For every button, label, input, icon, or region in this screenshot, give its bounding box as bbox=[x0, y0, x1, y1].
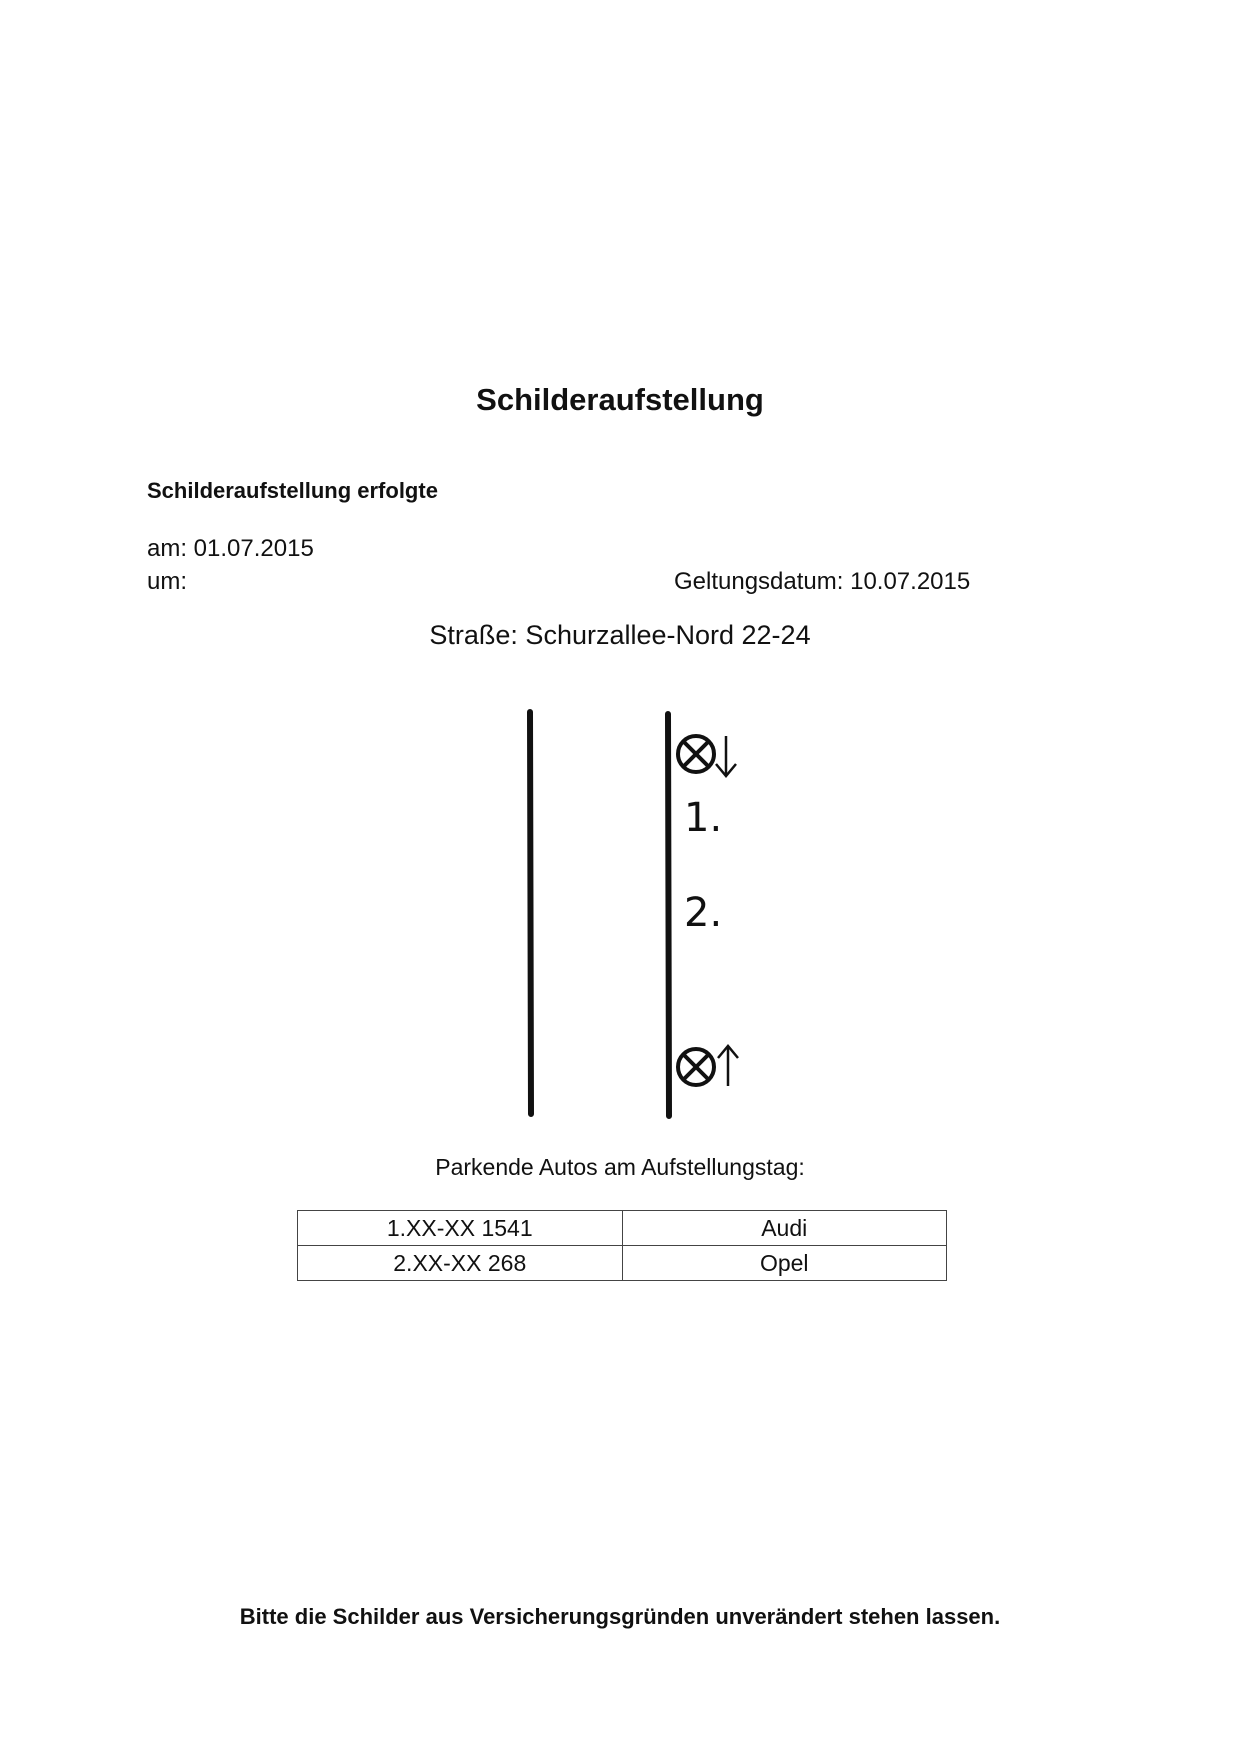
cars-caption: Parkende Autos am Aufstellungstag: bbox=[435, 1154, 805, 1180]
footer-notice: Bitte die Schilder aus Versicherungsgründen unverändert stehen lassen. bbox=[239, 1604, 1001, 1629]
table-row bbox=[298, 1246, 947, 1281]
right-curb-line bbox=[668, 714, 669, 1116]
parked-cars-table bbox=[297, 1210, 947, 1281]
car-make-cell: Audi bbox=[622, 1211, 947, 1246]
validity-date: Geltungsdatum: 10.07.2015 bbox=[674, 568, 971, 595]
left-curb-line bbox=[530, 712, 531, 1114]
page-title: Schilderaufstellung bbox=[476, 382, 764, 417]
street-sketch bbox=[500, 700, 780, 1130]
arrow-up-icon bbox=[718, 1046, 738, 1086]
car-make-cell: Opel bbox=[622, 1246, 947, 1281]
street-address: Straße: Schurzallee-Nord 22-24 bbox=[429, 620, 811, 650]
table-row bbox=[298, 1211, 947, 1246]
no-parking-sign-icon bbox=[678, 736, 714, 772]
parking-spot-2: 2. bbox=[684, 890, 723, 936]
arrow-down-icon bbox=[716, 736, 736, 776]
license-plate-cell: 1.XX-XX 1541 bbox=[298, 1211, 623, 1246]
setup-date: am: 01.07.2015 bbox=[147, 535, 314, 562]
setup-time: um: bbox=[147, 568, 188, 595]
parking-spot-1: 1. bbox=[684, 795, 723, 841]
subtitle: Schilderaufstellung erfolgte bbox=[147, 478, 438, 503]
no-parking-sign-icon bbox=[678, 1049, 714, 1085]
license-plate-cell: 2.XX-XX 268 bbox=[298, 1246, 623, 1281]
